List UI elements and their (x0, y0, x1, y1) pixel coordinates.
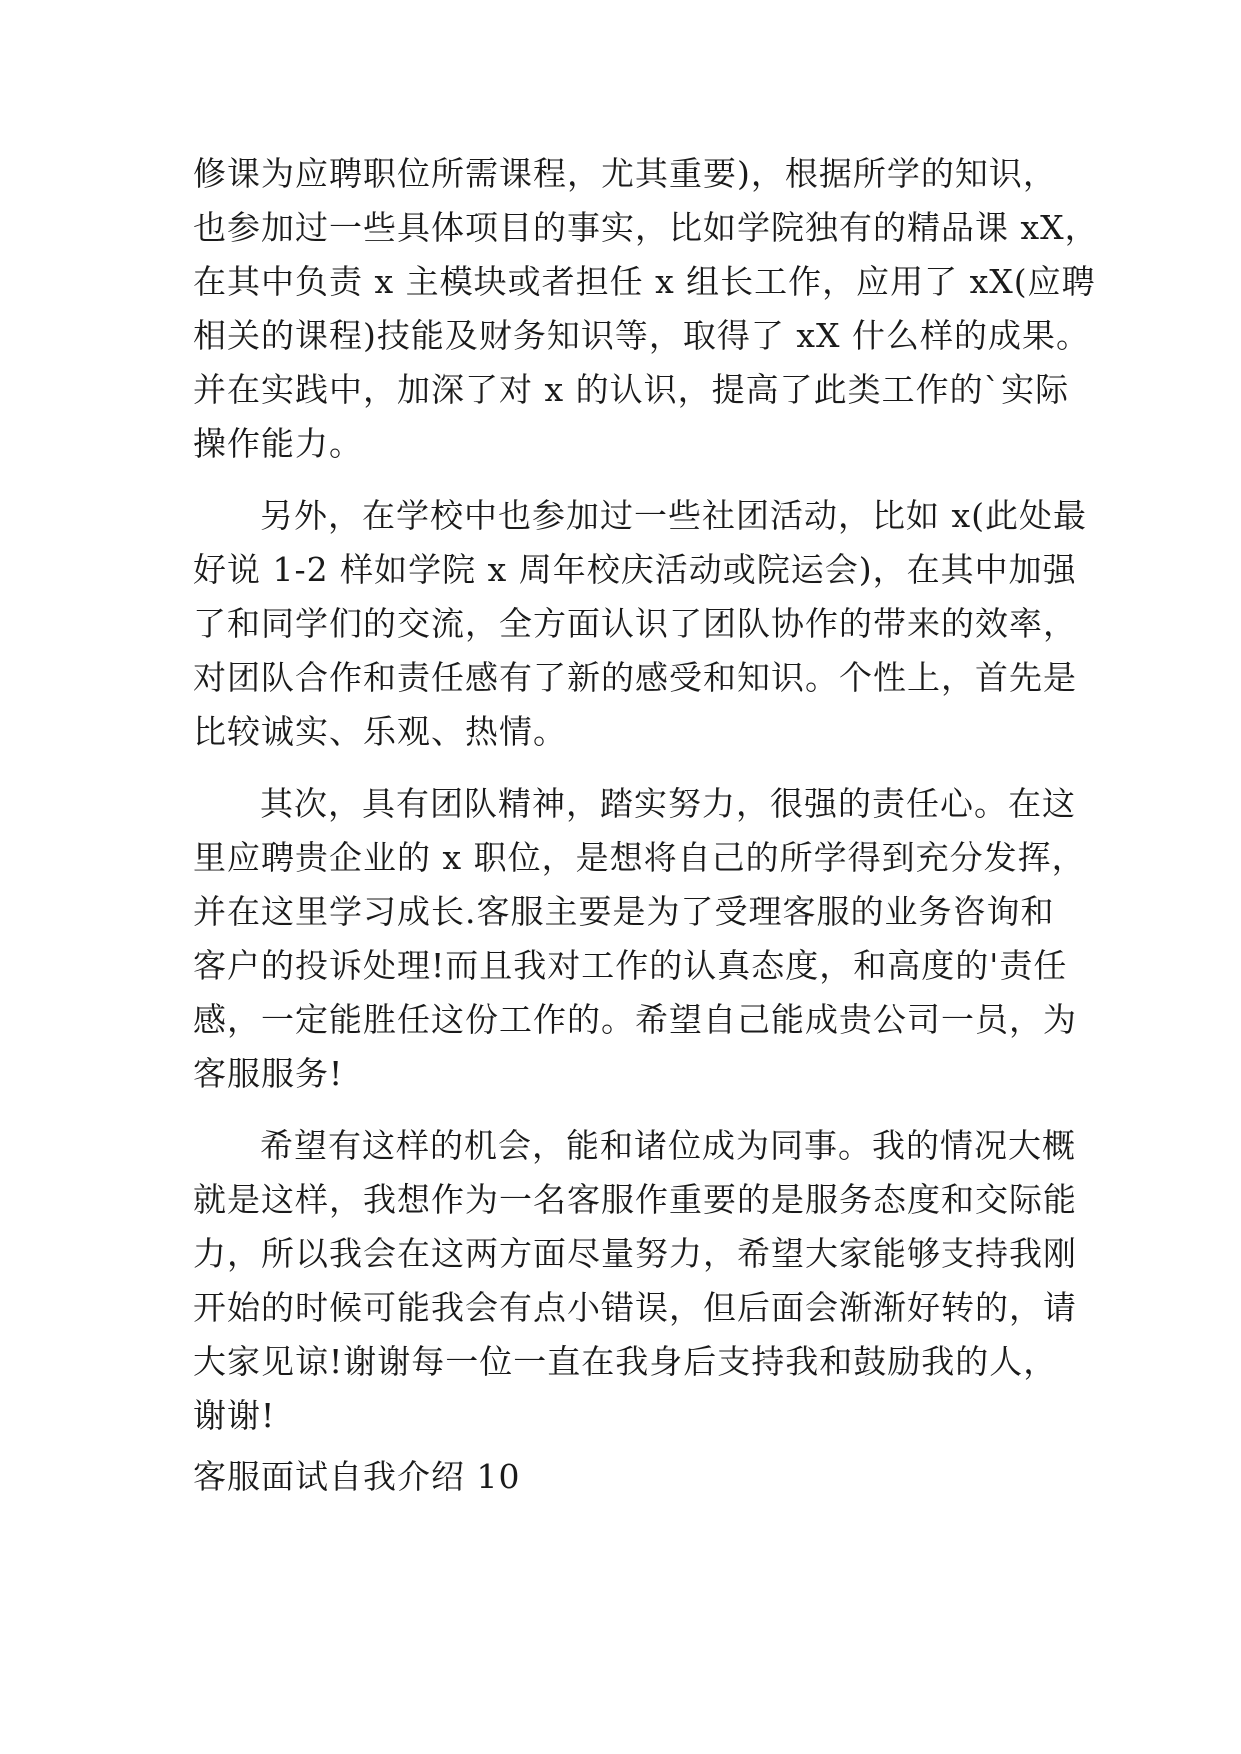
text-line: 力，所以我会在这两方面尽量努力，希望大家能够支持我刚 (193, 1234, 1077, 1273)
text-line: 客户的投诉处理!而且我对工作的认真态度，和高度的'责任 (193, 946, 1068, 985)
text-line: 对团队合作和责任感有了新的感受和知识。个性上，首先是 (193, 658, 1077, 697)
text-line: 好说 1-2 样如学院 x 周年校庆活动或院运会)，在其中加强 (193, 550, 1077, 589)
text-line: 就是这样，我想作为一名客服作重要的是服务态度和交际能 (193, 1180, 1077, 1219)
paragraph-first-line: 其次，具有团队精神，踏实努力，很强的责任心。在这 (260, 784, 1076, 823)
text-line: 里应聘贵企业的 x 职位，是想将自己的所学得到充分发挥， (193, 838, 1086, 877)
text-line: 也参加过一些具体项目的事实，比如学院独有的精品课 xX， (193, 208, 1099, 247)
text-line: 相关的课程)技能及财务知识等，取得了 xX 什么样的成果。 (193, 316, 1090, 355)
text-line: 客服服务! (193, 1054, 344, 1093)
text-line: 修课为应聘职位所需课程，尤其重要)，根据所学的知识， (193, 154, 1057, 193)
paragraph-first-line: 另外，在学校中也参加过一些社团活动，比如 x(此处最 (260, 496, 1087, 535)
text-line: 大家见谅!谢谢每一位一直在我身后支持我和鼓励我的人， (193, 1342, 1058, 1381)
text-line: 在其中负责 x 主模块或者担任 x 组长工作，应用了 xX(应聘 (193, 262, 1096, 301)
text-line: 并在实践中，加深了对 x 的认识，提高了此类工作的`实际 (193, 370, 1070, 409)
text-line: 感，一定能胜任这份工作的。希望自己能成贵公司一员，为 (193, 1000, 1077, 1039)
text-line: 比较诚实、乐观、热情。 (193, 712, 567, 751)
section-heading: 客服面试自我介绍 10 (193, 1457, 521, 1496)
text-line: 并在这里学习成长.客服主要是为了受理客服的业务咨询和 (193, 892, 1055, 931)
text-line: 开始的时候可能我会有点小错误，但后面会渐渐好转的，请 (193, 1288, 1077, 1327)
text-line: 操作能力。 (193, 424, 363, 463)
paragraph-first-line: 希望有这样的机会，能和诸位成为同事。我的情况大概 (260, 1126, 1076, 1165)
text-line: 谢谢! (193, 1396, 276, 1435)
text-line: 了和同学们的交流，全方面认识了团队协作的带来的效率， (193, 604, 1077, 643)
